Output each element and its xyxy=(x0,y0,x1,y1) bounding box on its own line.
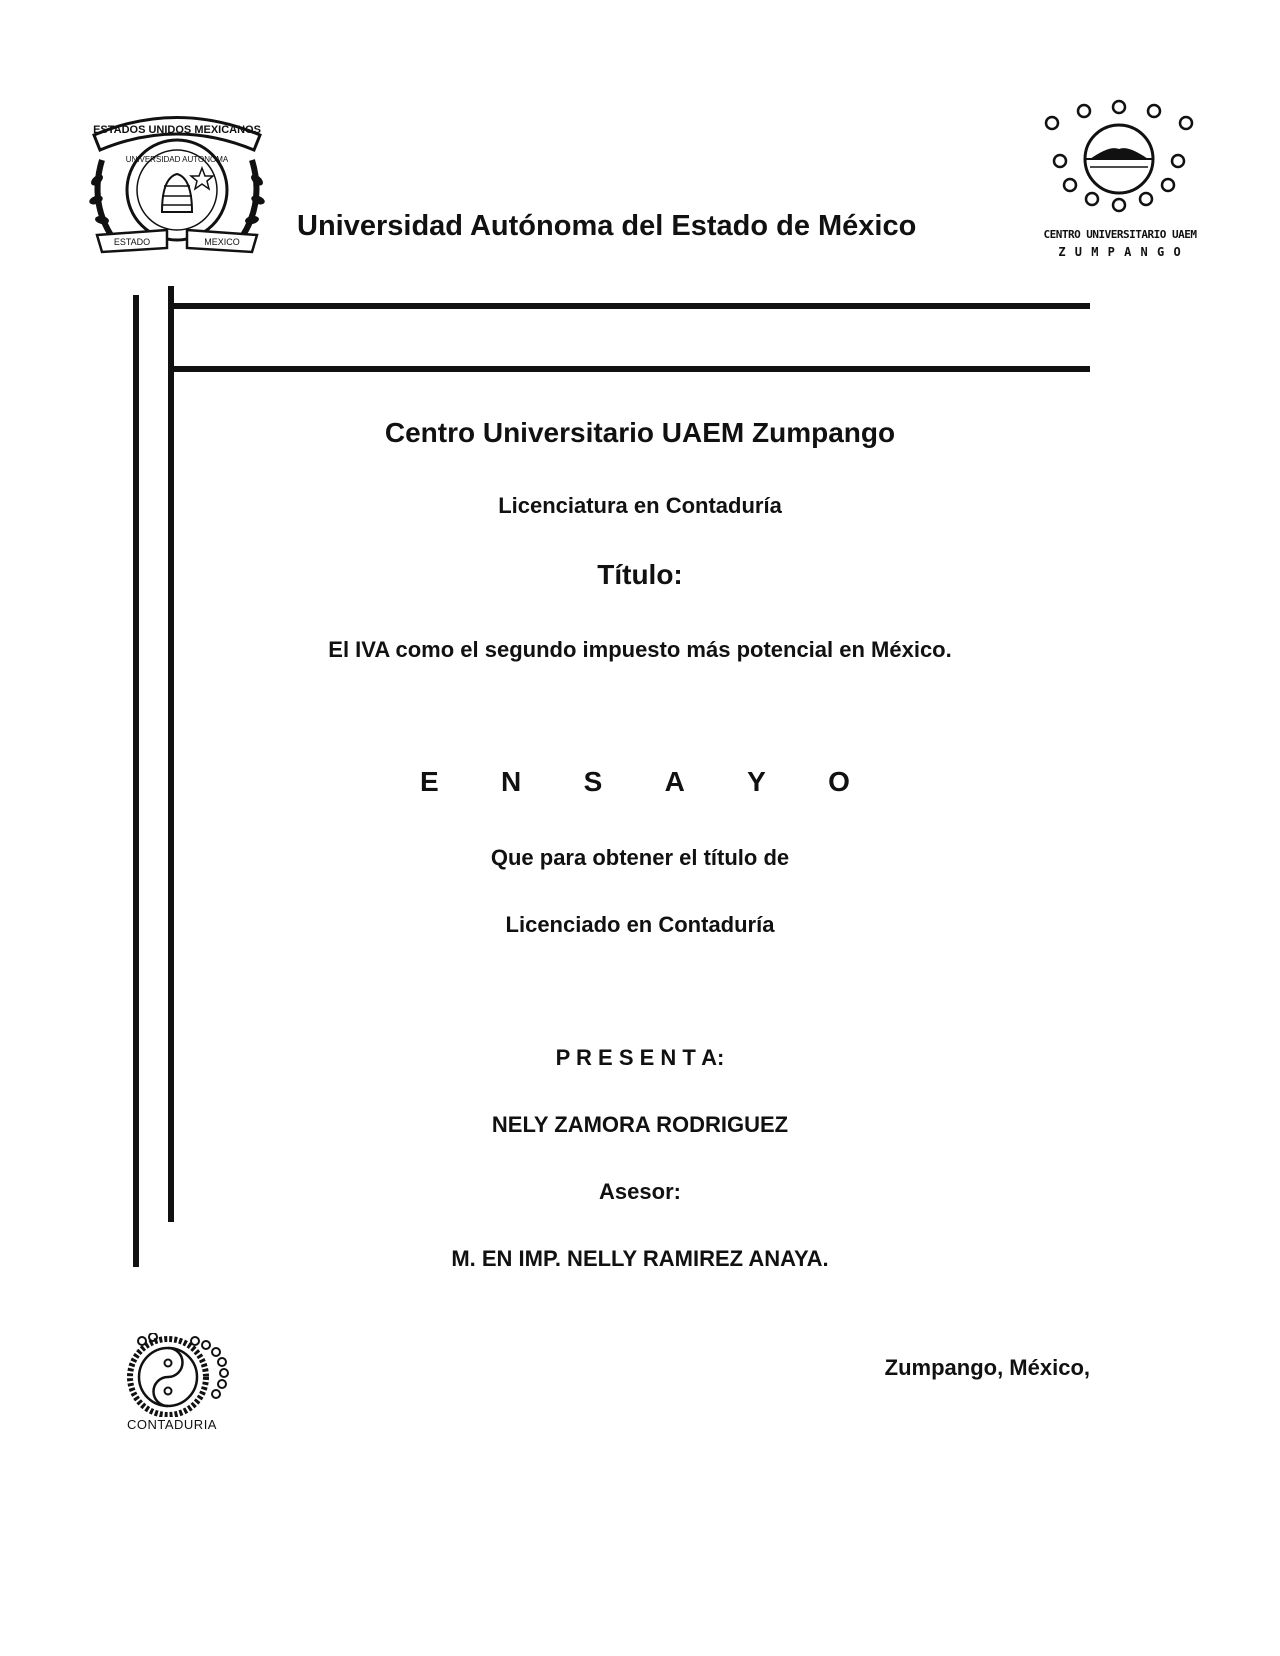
degree-program: Licenciatura en Contaduría xyxy=(498,493,782,518)
seal-bottom-left-text: ESTADO xyxy=(113,237,151,247)
center-name: Centro Universitario UAEM Zumpango xyxy=(384,417,896,448)
document-type-letter: Y xyxy=(747,766,766,797)
advisor-name: M. EN IMP. NELLY RAMIREZ ANAYA. xyxy=(451,1246,829,1271)
frame-second-horizontal-rule xyxy=(174,366,1090,372)
uaemex-seal-icon xyxy=(82,100,272,265)
purpose-line-2: Licenciado en Contaduría xyxy=(505,912,775,937)
document-type-letter: O xyxy=(828,766,850,797)
place: Zumpango, México, xyxy=(884,1355,1090,1380)
essay-title: El IVA como el segundo impuesto más potencial en México. xyxy=(328,637,952,662)
author-name: NELY ZAMORA RODRIGUEZ xyxy=(491,1112,789,1137)
centro-logo-line2: Z U M P A N G O xyxy=(1058,245,1182,259)
document-type-letter: A xyxy=(664,766,685,797)
document-type-letter: E xyxy=(420,766,439,797)
advisor-label: Asesor: xyxy=(599,1179,681,1204)
frame-top-horizontal-rule xyxy=(174,303,1090,309)
seal-top-ribbon-text: ESTADOS UNIDOS MEXICANOS xyxy=(93,124,261,136)
contaduria-logo-label: CONTADURIA xyxy=(127,1417,217,1432)
document-type xyxy=(420,766,850,798)
contaduria-logo-icon xyxy=(110,1333,240,1433)
university-name: Universidad Autónoma del Estado de México xyxy=(297,210,917,242)
document-type-letter: S xyxy=(583,766,603,797)
document-type-letter: N xyxy=(501,766,522,797)
seal-bottom-right-text: MEXICO xyxy=(204,237,240,247)
seal-ring-text: UNIVERSIDAD AUTONOMA xyxy=(125,155,229,164)
purpose-line-1: Que para obtener el título de xyxy=(490,845,790,870)
presents-label: P R E S E N T A: xyxy=(555,1045,725,1070)
centro-universitario-logo-icon xyxy=(1040,95,1200,265)
centro-logo-line1: CENTRO UNIVERSITARIO UAEM xyxy=(1043,228,1197,241)
title-label: Título: xyxy=(597,559,683,590)
